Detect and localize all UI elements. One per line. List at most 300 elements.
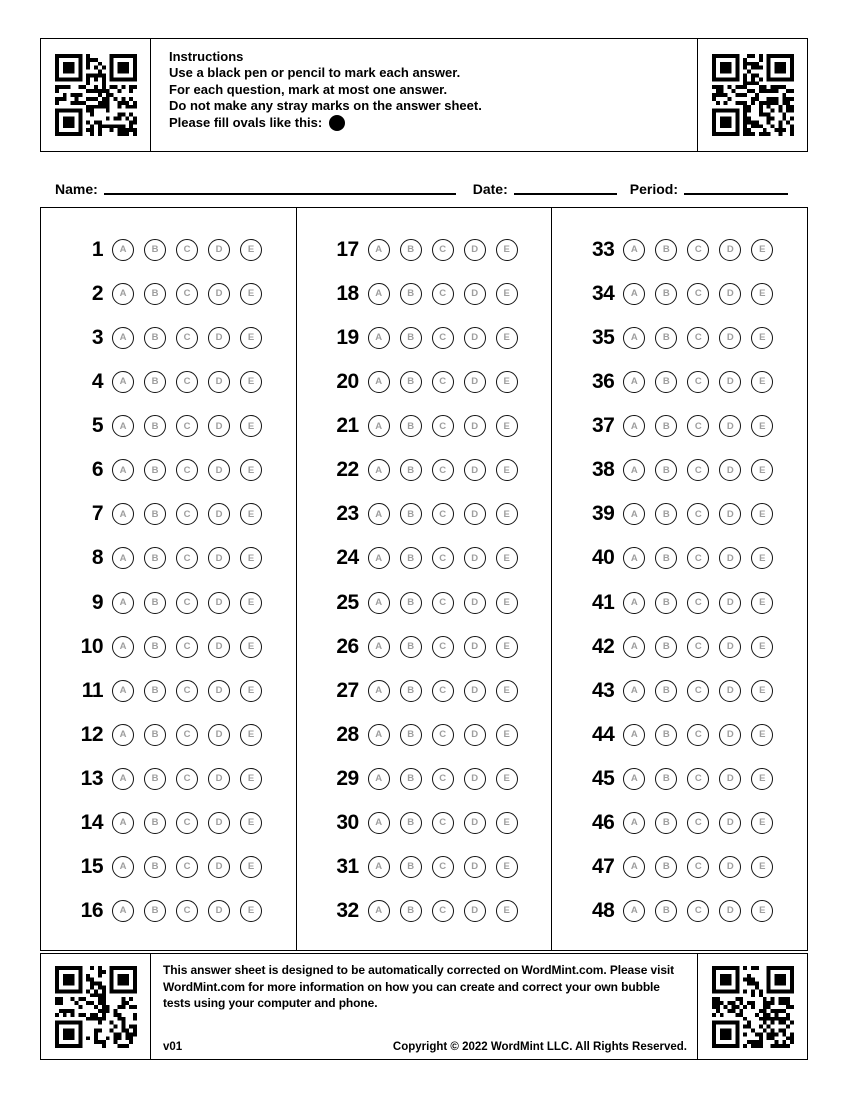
bubble-11-a[interactable]: A	[112, 680, 134, 702]
bubble-36-c[interactable]: C	[687, 371, 709, 393]
bubble-7-e[interactable]: E	[240, 503, 262, 525]
bubble-23-c[interactable]: C	[432, 503, 454, 525]
bubble-45-e[interactable]: E	[751, 768, 773, 790]
bubble-5-d[interactable]: D	[208, 415, 230, 437]
bubble-42-b[interactable]: B	[655, 636, 677, 658]
bubble-1-c[interactable]: C	[176, 239, 198, 261]
bubble-30-e[interactable]: E	[496, 812, 518, 834]
bubble-40-a[interactable]: A	[623, 547, 645, 569]
bubble-40-d[interactable]: D	[719, 547, 741, 569]
bubble-6-b[interactable]: B	[144, 459, 166, 481]
bubble-47-e[interactable]: E	[751, 856, 773, 878]
bubble-48-b[interactable]: B	[655, 900, 677, 922]
bubble-20-b[interactable]: B	[400, 371, 422, 393]
bubble-10-e[interactable]: E	[240, 636, 262, 658]
bubble-35-b[interactable]: B	[655, 327, 677, 349]
bubble-46-b[interactable]: B	[655, 812, 677, 834]
bubble-18-d[interactable]: D	[464, 283, 486, 305]
bubble-9-b[interactable]: B	[144, 592, 166, 614]
bubble-45-a[interactable]: A	[623, 768, 645, 790]
bubble-7-b[interactable]: B	[144, 503, 166, 525]
bubble-15-e[interactable]: E	[240, 856, 262, 878]
bubble-39-e[interactable]: E	[751, 503, 773, 525]
question-row-41	[566, 591, 807, 615]
bubble-15-a[interactable]: A	[112, 856, 134, 878]
bubble-group-40	[623, 547, 773, 569]
bubble-2-e[interactable]: E	[240, 283, 262, 305]
version-label: v01	[163, 1041, 183, 1053]
bubble-30-b[interactable]: B	[400, 812, 422, 834]
question-row-13	[55, 767, 296, 791]
bubble-35-c[interactable]: C	[687, 327, 709, 349]
bubble-42-c[interactable]: C	[687, 636, 709, 658]
bubble-30-c[interactable]: C	[432, 812, 454, 834]
bubble-44-a[interactable]: A	[623, 724, 645, 746]
bubble-42-d[interactable]: D	[719, 636, 741, 658]
bubble-44-e[interactable]: E	[751, 724, 773, 746]
bubble-25-e[interactable]: E	[496, 592, 518, 614]
question-number-38: 38	[591, 458, 615, 482]
bubble-45-b[interactable]: B	[655, 768, 677, 790]
question-row-4	[55, 370, 296, 394]
question-number-28: 28	[336, 722, 359, 746]
bubble-45-c[interactable]: C	[687, 768, 709, 790]
question-row-2	[55, 282, 296, 306]
bubble-33-d[interactable]: D	[719, 239, 741, 261]
bubble-17-b[interactable]: B	[400, 239, 422, 261]
bubble-30-a[interactable]: A	[368, 812, 390, 834]
bubble-17-d[interactable]: D	[464, 239, 486, 261]
bubble-22-c[interactable]: C	[432, 459, 454, 481]
bubble-6-a[interactable]: A	[112, 459, 134, 481]
bubble-32-a[interactable]: A	[368, 900, 390, 922]
bubble-13-d[interactable]: D	[208, 768, 230, 790]
bubble-5-e[interactable]: E	[240, 415, 262, 437]
bubble-40-c[interactable]: C	[687, 547, 709, 569]
bubble-22-a[interactable]: A	[368, 459, 390, 481]
bubble-8-d[interactable]: D	[208, 547, 230, 569]
bubble-26-d[interactable]: D	[464, 636, 486, 658]
bubble-8-c[interactable]: C	[176, 547, 198, 569]
bubble-13-e[interactable]: E	[240, 768, 262, 790]
bubble-9-e[interactable]: E	[240, 592, 262, 614]
bubble-19-a[interactable]: A	[368, 327, 390, 349]
bubble-48-a[interactable]: A	[623, 900, 645, 922]
question-row-38	[566, 458, 807, 482]
bubble-27-d[interactable]: D	[464, 680, 486, 702]
bubble-17-e[interactable]: E	[496, 239, 518, 261]
bubble-46-c[interactable]: C	[687, 812, 709, 834]
bubble-41-a[interactable]: A	[623, 592, 645, 614]
bubble-12-a[interactable]: A	[112, 724, 134, 746]
question-number-42: 42	[591, 634, 615, 658]
question-row-45	[566, 767, 807, 791]
bubble-43-a[interactable]: A	[623, 680, 645, 702]
bubble-43-d[interactable]: D	[719, 680, 741, 702]
bubble-16-e[interactable]: E	[240, 900, 262, 922]
bubble-3-c[interactable]: C	[176, 327, 198, 349]
bubble-24-b[interactable]: B	[400, 547, 422, 569]
bubble-4-d[interactable]: D	[208, 371, 230, 393]
question-row-23	[311, 502, 552, 526]
bubble-25-a[interactable]: A	[368, 592, 390, 614]
bubble-2-d[interactable]: D	[208, 283, 230, 305]
bubble-31-b[interactable]: B	[400, 856, 422, 878]
bubble-27-b[interactable]: B	[400, 680, 422, 702]
question-number-46: 46	[591, 810, 615, 834]
bubble-14-d[interactable]: D	[208, 812, 230, 834]
bubble-7-d[interactable]: D	[208, 503, 230, 525]
bubble-6-e[interactable]: E	[240, 459, 262, 481]
bubble-29-e[interactable]: E	[496, 768, 518, 790]
bubble-36-a[interactable]: A	[623, 371, 645, 393]
bubble-27-a[interactable]: A	[368, 680, 390, 702]
period-write-line[interactable]	[684, 191, 788, 195]
bubble-44-b[interactable]: B	[655, 724, 677, 746]
bubble-37-b[interactable]: B	[655, 415, 677, 437]
question-number-7: 7	[91, 502, 103, 526]
bubble-40-b[interactable]: B	[655, 547, 677, 569]
bubble-47-d[interactable]: D	[719, 856, 741, 878]
bubble-47-a[interactable]: A	[623, 856, 645, 878]
instruction-line-3: Do not make any stray marks on the answer sheet.	[169, 98, 482, 114]
bubble-21-e[interactable]: E	[496, 415, 518, 437]
bubble-4-a[interactable]: A	[112, 371, 134, 393]
bubble-22-b[interactable]: B	[400, 459, 422, 481]
bubble-41-b[interactable]: B	[655, 592, 677, 614]
bubble-28-a[interactable]: A	[368, 724, 390, 746]
bubble-34-a[interactable]: A	[623, 283, 645, 305]
bubble-35-d[interactable]: D	[719, 327, 741, 349]
bubble-16-c[interactable]: C	[176, 900, 198, 922]
bubble-19-c[interactable]: C	[432, 327, 454, 349]
bubble-24-d[interactable]: D	[464, 547, 486, 569]
bubble-17-a[interactable]: A	[368, 239, 390, 261]
bubble-34-b[interactable]: B	[655, 283, 677, 305]
bubble-26-e[interactable]: E	[496, 636, 518, 658]
bubble-34-c[interactable]: C	[687, 283, 709, 305]
question-row-12	[55, 723, 296, 747]
bubble-group-23	[368, 503, 518, 525]
bubble-1-d[interactable]: D	[208, 239, 230, 261]
bubble-36-b[interactable]: B	[655, 371, 677, 393]
footer-text-line-2: WordMint.com for more information on how you can create and correct your own bubble	[163, 979, 660, 994]
question-number-33: 33	[591, 238, 615, 261]
bubble-3-d[interactable]: D	[208, 327, 230, 349]
bubble-9-a[interactable]: A	[112, 592, 134, 614]
bubble-43-c[interactable]: C	[687, 680, 709, 702]
bubble-3-e[interactable]: E	[240, 327, 262, 349]
question-row-42	[566, 635, 807, 659]
bubble-46-d[interactable]: D	[719, 812, 741, 834]
bubble-8-b[interactable]: B	[144, 547, 166, 569]
bubble-31-e[interactable]: E	[496, 856, 518, 878]
bubble-23-d[interactable]: D	[464, 503, 486, 525]
bubble-48-e[interactable]: E	[751, 900, 773, 922]
question-number-8: 8	[91, 546, 103, 570]
bubble-21-d[interactable]: D	[464, 415, 486, 437]
question-row-46	[566, 811, 807, 835]
bubble-12-e[interactable]: E	[240, 724, 262, 746]
bubble-15-c[interactable]: C	[176, 856, 198, 878]
bubble-29-b[interactable]: B	[400, 768, 422, 790]
bubble-1-b[interactable]: B	[144, 239, 166, 261]
bubble-28-d[interactable]: D	[464, 724, 486, 746]
bubble-2-b[interactable]: B	[144, 283, 166, 305]
bubble-group-24	[368, 547, 518, 569]
bubble-33-c[interactable]: C	[687, 239, 709, 261]
bubble-5-c[interactable]: C	[176, 415, 198, 437]
bubble-10-d[interactable]: D	[208, 636, 230, 658]
bubble-11-e[interactable]: E	[240, 680, 262, 702]
bubble-47-b[interactable]: B	[655, 856, 677, 878]
bubble-6-d[interactable]: D	[208, 459, 230, 481]
bubble-37-d[interactable]: D	[719, 415, 741, 437]
bubble-13-c[interactable]: C	[176, 768, 198, 790]
bubble-40-e[interactable]: E	[751, 547, 773, 569]
bubble-28-c[interactable]: C	[432, 724, 454, 746]
bubble-36-d[interactable]: D	[719, 371, 741, 393]
answer-column-1	[41, 208, 296, 950]
bubble-36-e[interactable]: E	[751, 371, 773, 393]
bubble-4-b[interactable]: B	[144, 371, 166, 393]
bubble-3-b[interactable]: B	[144, 327, 166, 349]
bubble-5-b[interactable]: B	[144, 415, 166, 437]
bubble-group-3	[112, 327, 262, 349]
bubble-37-e[interactable]: E	[751, 415, 773, 437]
bubble-1-a[interactable]: A	[112, 239, 134, 261]
bubble-4-c[interactable]: C	[176, 371, 198, 393]
bubble-14-c[interactable]: C	[176, 812, 198, 834]
bubble-group-4	[112, 371, 262, 393]
bubble-32-c[interactable]: C	[432, 900, 454, 922]
bubble-group-47	[623, 856, 773, 878]
bubble-34-e[interactable]: E	[751, 283, 773, 305]
bubble-24-c[interactable]: C	[432, 547, 454, 569]
bubble-21-a[interactable]: A	[368, 415, 390, 437]
name-write-line[interactable]	[104, 191, 456, 195]
bubble-18-c[interactable]: C	[432, 283, 454, 305]
question-row-48	[566, 899, 807, 923]
question-row-10	[55, 635, 296, 659]
bubble-41-e[interactable]: E	[751, 592, 773, 614]
bubble-20-d[interactable]: D	[464, 371, 486, 393]
bubble-21-b[interactable]: B	[400, 415, 422, 437]
bubble-26-b[interactable]: B	[400, 636, 422, 658]
bubble-41-c[interactable]: C	[687, 592, 709, 614]
bubble-47-c[interactable]: C	[687, 856, 709, 878]
bubble-22-e[interactable]: E	[496, 459, 518, 481]
bubble-27-c[interactable]: C	[432, 680, 454, 702]
date-label: Date:	[472, 181, 508, 197]
bubble-18-a[interactable]: A	[368, 283, 390, 305]
bubble-37-a[interactable]: A	[623, 415, 645, 437]
bubble-20-e[interactable]: E	[496, 371, 518, 393]
bubble-43-e[interactable]: E	[751, 680, 773, 702]
bubble-42-e[interactable]: E	[751, 636, 773, 658]
bubble-10-c[interactable]: C	[176, 636, 198, 658]
bubble-38-e[interactable]: E	[751, 459, 773, 481]
question-row-9	[55, 591, 296, 615]
bubble-48-d[interactable]: D	[719, 900, 741, 922]
bubble-16-a[interactable]: A	[112, 900, 134, 922]
bubble-46-a[interactable]: A	[623, 812, 645, 834]
bubble-45-d[interactable]: D	[719, 768, 741, 790]
bubble-19-e[interactable]: E	[496, 327, 518, 349]
bubble-38-b[interactable]: B	[655, 459, 677, 481]
bubble-23-e[interactable]: E	[496, 503, 518, 525]
bubble-25-d[interactable]: D	[464, 592, 486, 614]
bubble-10-a[interactable]: A	[112, 636, 134, 658]
bubble-35-e[interactable]: E	[751, 327, 773, 349]
bubble-3-a[interactable]: A	[112, 327, 134, 349]
bubble-8-e[interactable]: E	[240, 547, 262, 569]
bubble-24-e[interactable]: E	[496, 547, 518, 569]
bubble-19-b[interactable]: B	[400, 327, 422, 349]
bubble-14-a[interactable]: A	[112, 812, 134, 834]
bubble-group-46	[623, 812, 773, 834]
question-number-3: 3	[91, 326, 103, 350]
bubble-group-29	[368, 768, 518, 790]
bubble-12-b[interactable]: B	[144, 724, 166, 746]
bubble-16-d[interactable]: D	[208, 900, 230, 922]
bubble-42-a[interactable]: A	[623, 636, 645, 658]
bubble-25-b[interactable]: B	[400, 592, 422, 614]
bubble-13-b[interactable]: B	[144, 768, 166, 790]
bubble-11-c[interactable]: C	[176, 680, 198, 702]
bubble-15-d[interactable]: D	[208, 856, 230, 878]
bubble-31-d[interactable]: D	[464, 856, 486, 878]
instructions-block	[151, 39, 697, 151]
bubble-44-d[interactable]: D	[719, 724, 741, 746]
question-number-45: 45	[591, 766, 615, 790]
bubble-group-43	[623, 680, 773, 702]
bubble-group-19	[368, 327, 518, 349]
bubble-25-c[interactable]: C	[432, 592, 454, 614]
bubble-22-d[interactable]: D	[464, 459, 486, 481]
question-number-19: 19	[336, 326, 359, 350]
bubble-37-c[interactable]: C	[687, 415, 709, 437]
footer-text-block	[151, 954, 697, 1059]
bubble-15-b[interactable]: B	[144, 856, 166, 878]
bubble-24-a[interactable]: A	[368, 547, 390, 569]
bubble-39-b[interactable]: B	[655, 503, 677, 525]
bubble-32-d[interactable]: D	[464, 900, 486, 922]
question-row-6	[55, 458, 296, 482]
bubble-18-b[interactable]: B	[400, 283, 422, 305]
bubble-17-c[interactable]: C	[432, 239, 454, 261]
bubble-29-c[interactable]: C	[432, 768, 454, 790]
bubble-5-a[interactable]: A	[112, 415, 134, 437]
bubble-10-b[interactable]: B	[144, 636, 166, 658]
bubble-38-a[interactable]: A	[623, 459, 645, 481]
bubble-44-c[interactable]: C	[687, 724, 709, 746]
question-row-17	[311, 238, 552, 262]
bubble-26-c[interactable]: C	[432, 636, 454, 658]
bubble-27-e[interactable]: E	[496, 680, 518, 702]
bubble-14-b[interactable]: B	[144, 812, 166, 834]
footer-box	[40, 953, 808, 1060]
question-number-16: 16	[80, 898, 103, 922]
question-row-25	[311, 591, 552, 615]
bubble-23-b[interactable]: B	[400, 503, 422, 525]
bubble-28-e[interactable]: E	[496, 724, 518, 746]
bubble-23-a[interactable]: A	[368, 503, 390, 525]
bubble-30-d[interactable]: D	[464, 812, 486, 834]
bubble-14-e[interactable]: E	[240, 812, 262, 834]
bubble-31-a[interactable]: A	[368, 856, 390, 878]
bubble-6-c[interactable]: C	[176, 459, 198, 481]
bubble-29-a[interactable]: A	[368, 768, 390, 790]
bubble-35-a[interactable]: A	[623, 327, 645, 349]
bubble-18-e[interactable]: E	[496, 283, 518, 305]
question-number-5: 5	[91, 414, 103, 438]
bubble-group-39	[623, 503, 773, 525]
bubble-32-e[interactable]: E	[496, 900, 518, 922]
bubble-group-48	[623, 900, 773, 922]
bubble-12-c[interactable]: C	[176, 724, 198, 746]
bubble-11-b[interactable]: B	[144, 680, 166, 702]
bubble-28-b[interactable]: B	[400, 724, 422, 746]
bubble-38-c[interactable]: C	[687, 459, 709, 481]
bubble-7-a[interactable]: A	[112, 503, 134, 525]
question-row-43	[566, 679, 807, 703]
question-row-3	[55, 326, 296, 350]
bubble-12-d[interactable]: D	[208, 724, 230, 746]
bubble-16-b[interactable]: B	[144, 900, 166, 922]
answer-grid	[40, 207, 808, 951]
bubble-46-e[interactable]: E	[751, 812, 773, 834]
date-write-line[interactable]	[514, 191, 617, 195]
bubble-9-d[interactable]: D	[208, 592, 230, 614]
bubble-48-c[interactable]: C	[687, 900, 709, 922]
bubble-group-27	[368, 680, 518, 702]
bubble-39-a[interactable]: A	[623, 503, 645, 525]
question-row-34	[566, 282, 807, 306]
footer-text-line-3: tests using your computer and phone.	[163, 996, 378, 1010]
bubble-41-d[interactable]: D	[719, 592, 741, 614]
bubble-11-d[interactable]: D	[208, 680, 230, 702]
bubble-group-35	[623, 327, 773, 349]
bubble-2-c[interactable]: C	[176, 283, 198, 305]
bubble-33-e[interactable]: E	[751, 239, 773, 261]
bubble-20-a[interactable]: A	[368, 371, 390, 393]
bubble-13-a[interactable]: A	[112, 768, 134, 790]
bubble-19-d[interactable]: D	[464, 327, 486, 349]
bubble-34-d[interactable]: D	[719, 283, 741, 305]
bubble-20-c[interactable]: C	[432, 371, 454, 393]
question-number-29: 29	[336, 766, 359, 790]
bubble-26-a[interactable]: A	[368, 636, 390, 658]
bubble-39-d[interactable]: D	[719, 503, 741, 525]
bubble-31-c[interactable]: C	[432, 856, 454, 878]
bubble-43-b[interactable]: B	[655, 680, 677, 702]
bubble-1-e[interactable]: E	[240, 239, 262, 261]
bubble-4-e[interactable]: E	[240, 371, 262, 393]
bubble-7-c[interactable]: C	[176, 503, 198, 525]
bubble-32-b[interactable]: B	[400, 900, 422, 922]
bubble-33-b[interactable]: B	[655, 239, 677, 261]
bubble-9-c[interactable]: C	[176, 592, 198, 614]
bubble-8-a[interactable]: A	[112, 547, 134, 569]
bubble-38-d[interactable]: D	[719, 459, 741, 481]
bubble-29-d[interactable]: D	[464, 768, 486, 790]
bubble-2-a[interactable]: A	[112, 283, 134, 305]
bubble-39-c[interactable]: C	[687, 503, 709, 525]
bubble-33-a[interactable]: A	[623, 239, 645, 261]
bubble-21-c[interactable]: C	[432, 415, 454, 437]
instruction-line-2: For each question, mark at most one answer.	[169, 81, 448, 97]
